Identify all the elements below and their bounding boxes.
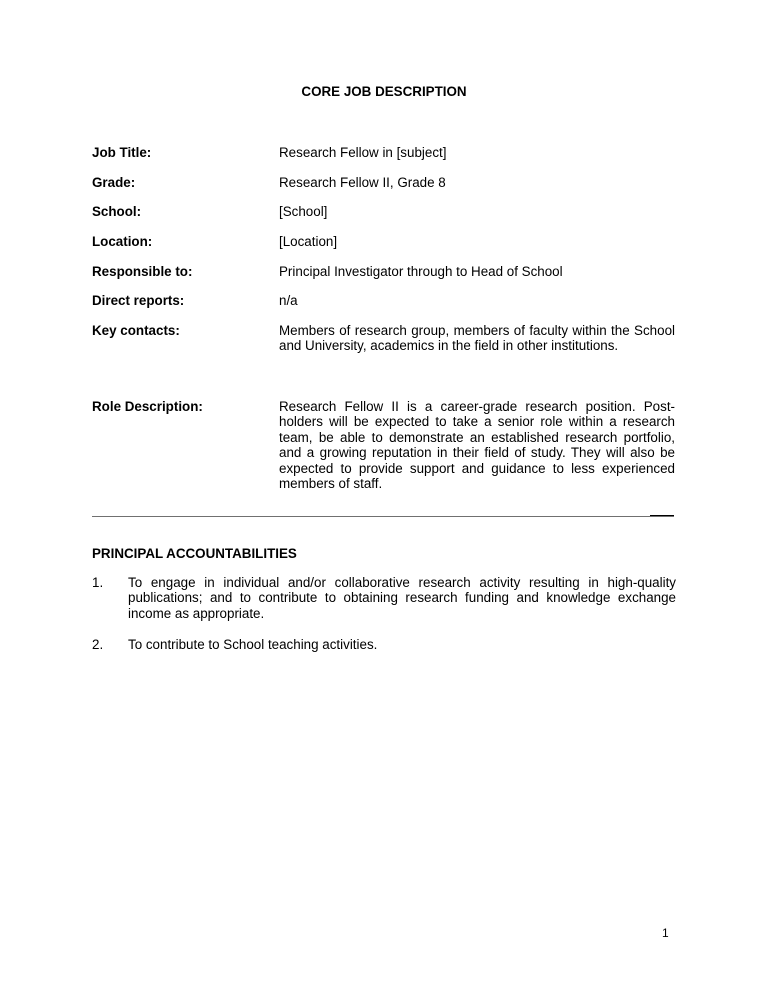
responsible-to-label: Responsible to: [92, 264, 193, 279]
job-title-value: Research Fellow in [subject] [279, 145, 447, 160]
school-value: [School] [279, 204, 328, 219]
accountability-text: To contribute to School teaching activities. [128, 637, 378, 652]
document-title: CORE JOB DESCRIPTION [301, 84, 467, 99]
direct-reports-label: Direct reports: [92, 293, 185, 308]
accountability-text: To engage in individual and/or collaborative research activity resulting in high-quality publications; and to contribute to obtaining research funding and knowledge exchange income as appropriate. [128, 575, 676, 621]
location-value: [Location] [279, 234, 338, 249]
page-number: 1 [662, 926, 669, 940]
school-label: School: [92, 204, 142, 219]
accountability-number: 1. [92, 575, 104, 590]
accountabilities-heading: PRINCIPAL ACCOUNTABILITIES [92, 546, 297, 561]
responsible-to-value: Principal Investigator through to Head of School [279, 264, 563, 279]
job-title-label: Job Title: [92, 145, 152, 160]
section-divider-tab [650, 515, 674, 516]
grade-label: Grade: [92, 175, 136, 190]
key-contacts-label: Key contacts: [92, 323, 180, 338]
section-divider [92, 516, 674, 517]
location-label: Location: [92, 234, 153, 249]
key-contacts-value: Members of research group, members of faculty within the School and University, academics in the field in other institutions. [279, 323, 675, 354]
accountability-number: 2. [92, 637, 104, 652]
role-description-label: Role Description: [92, 399, 203, 414]
role-description-value: Research Fellow II is a career-grade research position. Post-holders will be expected to take a senior role within a research team, be able to demonstrate an established research portfolio, and a growing reputation in their field of study. They will also be expected to provide support and guidance to less experienced members of staff. [279, 399, 675, 492]
grade-value: Research Fellow II, Grade 8 [279, 175, 446, 190]
direct-reports-value: n/a [279, 293, 298, 308]
